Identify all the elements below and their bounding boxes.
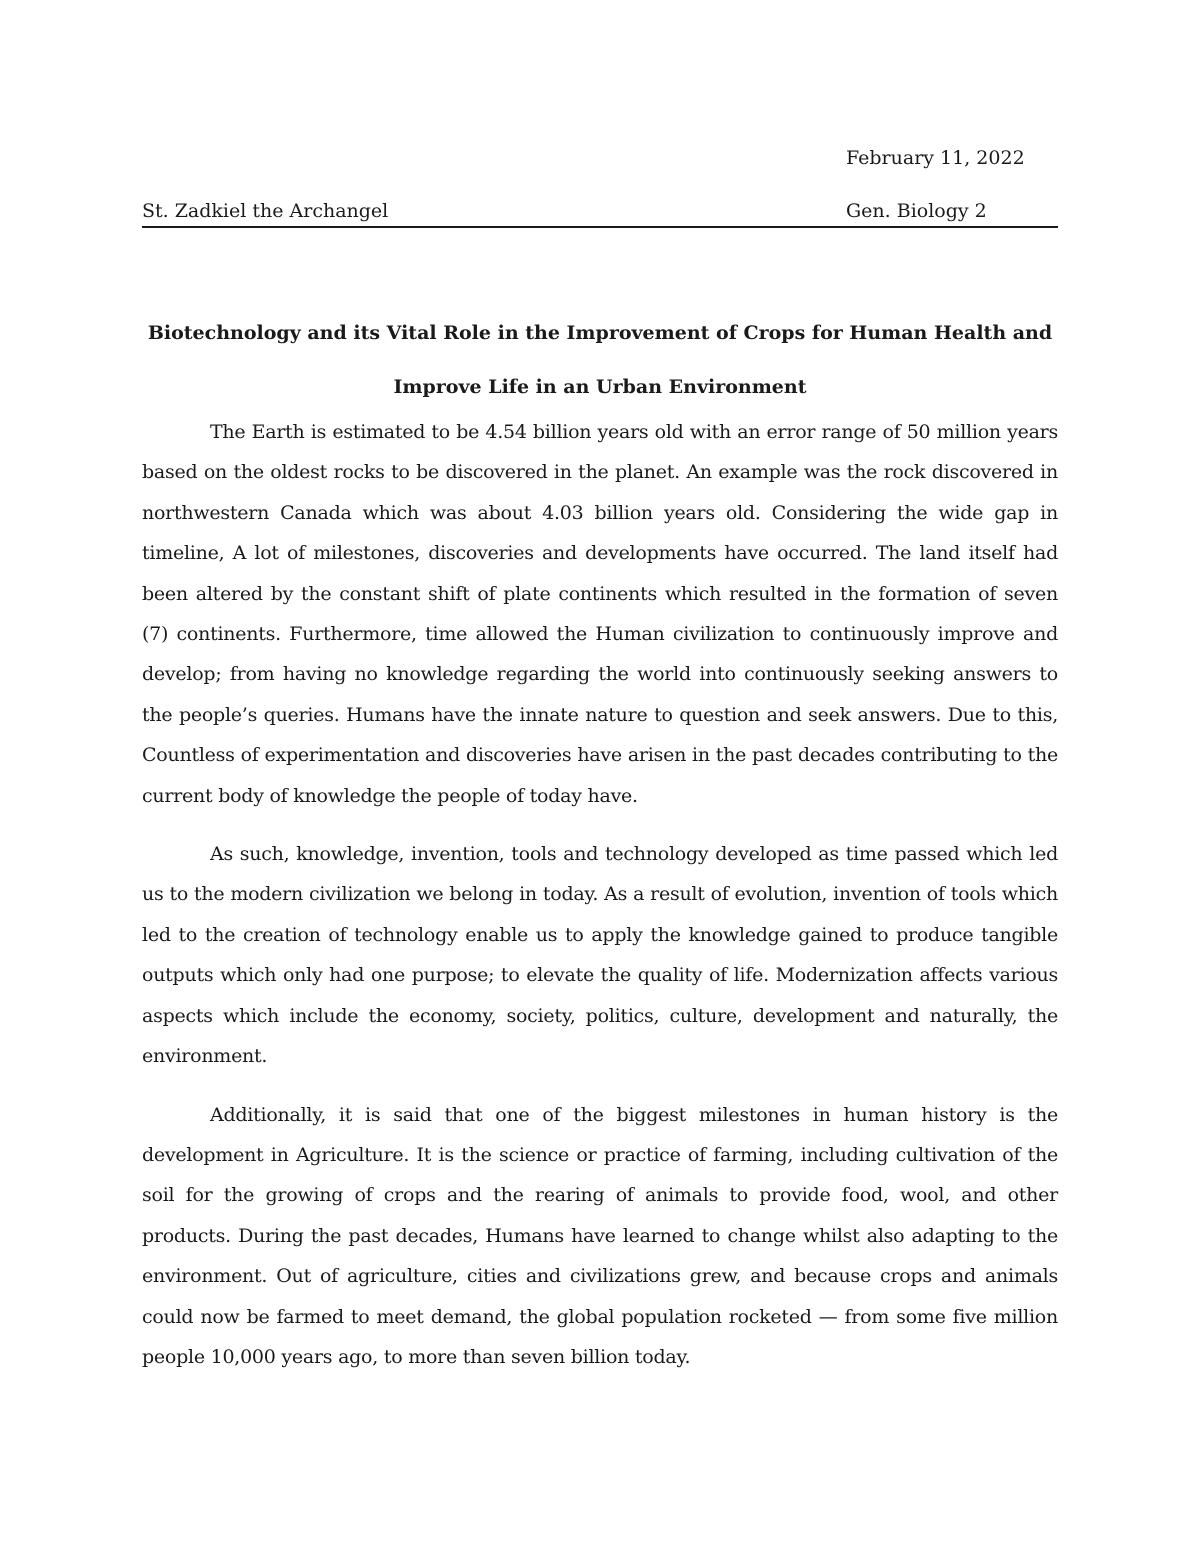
- title-line-1: Biotechnology and its Vital Role in the Improvement of Crops for Human Health and: [147, 322, 1053, 344]
- header-row: [142, 198, 1058, 228]
- document-date: February 11, 2022: [846, 147, 1025, 169]
- document-body: [142, 412, 1058, 1395]
- document-title: [142, 306, 1058, 414]
- paragraph-3: Additionally, it is said that one of the biggest milestones in human history is the development in Agriculture. It is the science or practice of farming, including cultivation of the soil for the growing of crops and the rearing of animals to provide food, wool, and other products. During the past decades, Humans have learned to change whilst also adapting to the environment. Out of agriculture, cities and civilizations grew, and because crops and animals could now be farmed to meet demand, the global population rocketed — from some five million people 10,000 years ago, to more than seven billion today.: [142, 1103, 1058, 1368]
- subject-name: Gen. Biology 2: [846, 200, 987, 222]
- title-line-2: Improve Life in an Urban Environment: [393, 376, 807, 398]
- author-name: St. Zadkiel the Archangel: [142, 200, 389, 222]
- paragraph-2: As such, knowledge, invention, tools and technology developed as time passed which led us to the modern civilization we belong in today. As a result of evolution, invention of tools which led to the creation of technology enable us to apply the knowledge gained to produce tangible outputs which only had one purpose; to elevate the quality of life. Modernization affects various aspects which include the economy, society, politics, culture, development and naturally, the environment.: [142, 843, 1058, 1068]
- paragraph-1: The Earth is estimated to be 4.54 billion years old with an error range of 50 million years based on the oldest rocks to be discovered in the planet. An example was the rock discovered in northwestern Canada which was about 4.03 billion years old. Considering the wide gap in timeline, A lot of milestones, discoveries and developments have occurred. The land itself had been altered by the constant shift of plate continents which resulted in the formation of seven (7) continents. Furthermore, time allowed the Human civilization to continuously improve and develop; from having no knowledge regarding the world into continuously seeking answers to the people’s queries. Humans have the innate nature to question and seek answers. Due to this, Countless of experimentation and discoveries have arisen in the past decades contributing to the current body of knowledge the people of today have.: [142, 421, 1058, 807]
